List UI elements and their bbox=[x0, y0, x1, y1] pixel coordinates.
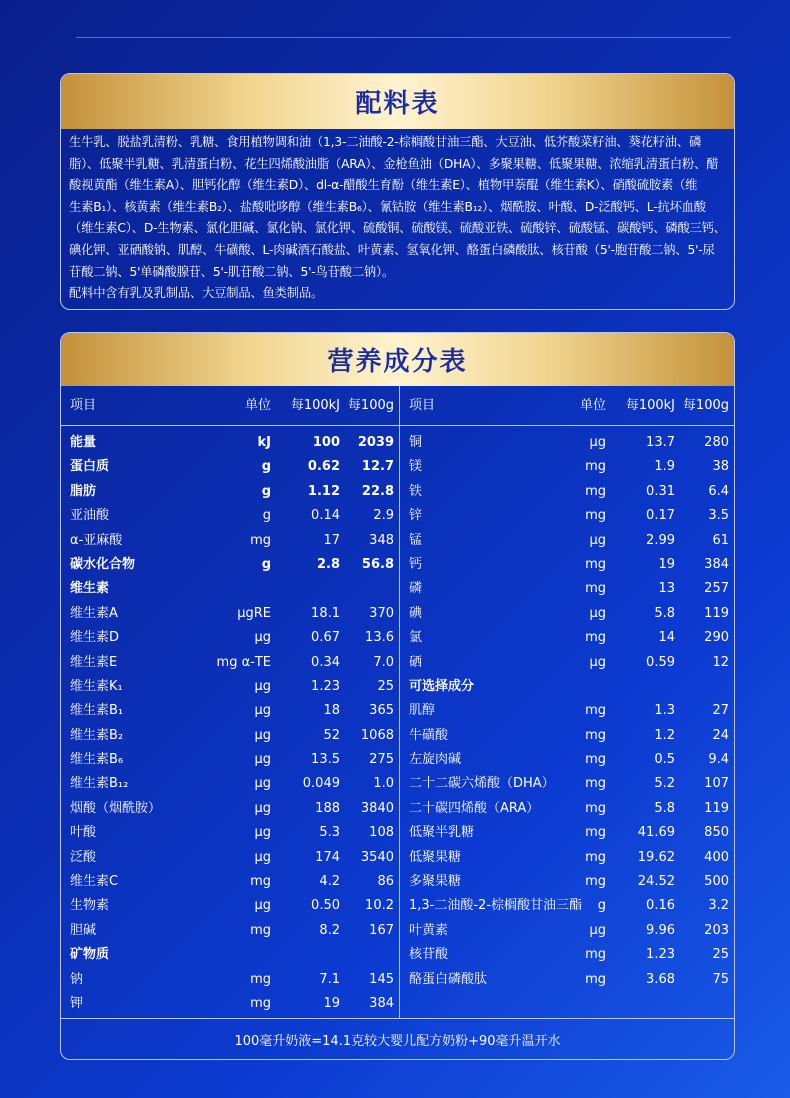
value-per-100g: 257 bbox=[704, 581, 729, 597]
value-per-100g: 25 bbox=[377, 678, 394, 694]
nutrient-unit: g bbox=[261, 459, 271, 475]
table-row bbox=[400, 919, 734, 943]
nutrient-name: 多聚果糖 bbox=[409, 874, 462, 890]
nutrient-name: 能量 bbox=[70, 435, 97, 450]
ingredient-line: 生素B₁）、核黄素（维生素B₂）、盐酸吡哆醇（维生素B₆）、氰钴胺（维生素B₁₂）、烟酰胺、叶酸、D-泛酸钙、L-抗坏血酸 bbox=[69, 199, 706, 214]
ingredient-line: 酸视黄酯（维生素A）、胆钙化醇（维生素D）、dl-α-醋酸生育酚（维生素E）、植物甲萘醌（维生素K）、硝酸硫胺素（维 bbox=[69, 178, 698, 193]
nutrient-unit: mg bbox=[585, 776, 606, 792]
table-row bbox=[61, 724, 399, 748]
table-row bbox=[61, 455, 399, 479]
ingredient-line: 生牛乳、脱盐乳清粉、乳糖、食用植物调和油（1,3-二油酸-2-棕榈酸甘油三酯、大豆油、低芥酸菜籽油、葵花籽油、磷 bbox=[69, 135, 702, 149]
value-per-100kj: 18.1 bbox=[311, 605, 340, 621]
table-row bbox=[400, 894, 734, 918]
nutrient-unit: mg bbox=[585, 800, 606, 816]
table-row bbox=[400, 699, 734, 723]
nutrient-name: α-亚麻酸 bbox=[70, 532, 123, 548]
value-per-100g: 203 bbox=[704, 922, 729, 938]
value-per-100g: 290 bbox=[704, 630, 729, 646]
nutrient-name: 脂肪 bbox=[70, 483, 97, 499]
nutrient-name: 泛酸 bbox=[70, 849, 97, 865]
value-per-100kj: 9.96 bbox=[646, 922, 675, 938]
value-per-100g: 6.4 bbox=[708, 483, 729, 499]
table-row bbox=[400, 529, 734, 553]
nutrient-unit: μg bbox=[589, 654, 606, 670]
value-per-100kj: 18 bbox=[323, 703, 340, 719]
nutrient-name: 钠 bbox=[70, 971, 84, 987]
value-per-100g: 25 bbox=[712, 947, 729, 963]
table-row bbox=[61, 943, 399, 967]
value-per-100g: 384 bbox=[369, 995, 394, 1011]
value-per-100g: 107 bbox=[704, 776, 729, 792]
value-per-100kj: 188 bbox=[315, 800, 340, 816]
table-row bbox=[61, 797, 399, 821]
value-per-100g: 86 bbox=[377, 874, 394, 890]
value-per-100g: 167 bbox=[369, 922, 394, 938]
nutrient-name: 二十二碳六烯酸（DHA） bbox=[409, 776, 555, 792]
value-per-100g: 400 bbox=[704, 849, 729, 865]
value-per-100kj: 19 bbox=[658, 556, 675, 572]
value-per-100kj: 19 bbox=[323, 995, 340, 1011]
nutrient-unit: mg bbox=[585, 752, 606, 768]
value-per-100g: 13.6 bbox=[365, 630, 394, 646]
nutrient-name: 钙 bbox=[409, 556, 423, 572]
table-header-row bbox=[400, 386, 734, 425]
value-per-100kj: 19.62 bbox=[637, 849, 675, 865]
nutrient-unit: μg bbox=[254, 630, 271, 646]
header-unit: 单位 bbox=[244, 398, 271, 413]
value-per-100kj: 7.1 bbox=[319, 971, 340, 987]
right-rows bbox=[400, 431, 734, 992]
value-per-100kj: 5.8 bbox=[654, 800, 675, 816]
nutrient-name: 氯 bbox=[409, 630, 423, 646]
table-header-row bbox=[61, 386, 399, 425]
value-per-100g: 275 bbox=[369, 752, 394, 768]
table-row bbox=[61, 675, 399, 699]
value-per-100kj: 0.17 bbox=[646, 508, 675, 524]
value-per-100kj: 13 bbox=[658, 581, 675, 597]
ingredients-panel bbox=[60, 73, 735, 310]
header-per-100kj: 每100kJ bbox=[290, 398, 340, 413]
header-item: 项目 bbox=[70, 398, 97, 413]
ingredient-line: 苷酸二钠、5'单磷酸腺苷、5'-肌苷酸二钠、5'-鸟苷酸二钠）。 bbox=[69, 264, 395, 279]
value-per-100g: 850 bbox=[704, 825, 729, 841]
value-per-100g: 12 bbox=[712, 654, 729, 670]
value-per-100kj: 1.23 bbox=[646, 947, 675, 963]
value-per-100g: 27 bbox=[712, 703, 729, 719]
value-per-100kj: 5.8 bbox=[654, 605, 675, 621]
nutrient-name: 碳水化合物 bbox=[70, 556, 136, 572]
nutrient-unit: μg bbox=[254, 678, 271, 694]
value-per-100kj: 0.5 bbox=[654, 752, 675, 768]
table-row bbox=[61, 772, 399, 796]
table-row bbox=[61, 504, 399, 528]
header-per-100kj: 每100kJ bbox=[625, 398, 675, 413]
table-row bbox=[400, 455, 734, 479]
nutrient-name: 维生素B₁ bbox=[70, 703, 124, 719]
table-row bbox=[61, 699, 399, 723]
value-per-100g: 9.4 bbox=[708, 752, 729, 768]
value-per-100g: 22.8 bbox=[361, 483, 394, 499]
table-row bbox=[400, 480, 734, 504]
nutrient-unit: g bbox=[261, 483, 271, 499]
table-row bbox=[400, 772, 734, 796]
nutrient-name: 铁 bbox=[409, 483, 423, 499]
table-row bbox=[61, 602, 399, 626]
value-per-100kj: 0.34 bbox=[311, 654, 340, 670]
value-per-100kj: 1.2 bbox=[654, 727, 675, 743]
value-per-100g: 7.0 bbox=[373, 654, 394, 670]
value-per-100kj: 1.3 bbox=[654, 703, 675, 719]
table-row bbox=[61, 894, 399, 918]
value-per-100kj: 0.049 bbox=[302, 776, 340, 792]
nutrient-name: 左旋肉碱 bbox=[409, 752, 462, 768]
table-row bbox=[400, 846, 734, 870]
nutrient-name: 亚油酸 bbox=[70, 508, 110, 524]
nutrient-unit: μg bbox=[589, 532, 606, 548]
value-per-100kj: 13.7 bbox=[646, 435, 675, 450]
value-per-100g: 2.9 bbox=[373, 508, 394, 524]
value-per-100g: 61 bbox=[712, 532, 729, 548]
table-row bbox=[61, 553, 399, 577]
value-per-100g: 365 bbox=[369, 703, 394, 719]
nutrient-name: 叶酸 bbox=[70, 825, 97, 841]
header-per-100g: 每100g bbox=[347, 398, 394, 413]
value-per-100kj: 24.52 bbox=[637, 874, 675, 890]
nutrient-name: 蛋白质 bbox=[70, 459, 110, 475]
nutrient-name: 低聚半乳糖 bbox=[409, 825, 475, 841]
ingredients-title: 配料表 bbox=[355, 89, 440, 119]
ingredients-header bbox=[61, 74, 734, 129]
nutrient-unit: μg bbox=[254, 898, 271, 914]
nutrient-name: 锌 bbox=[409, 508, 423, 524]
table-row bbox=[61, 968, 399, 992]
nutrient-unit: mg bbox=[250, 532, 271, 548]
nutrient-name: 维生素 bbox=[70, 581, 110, 597]
nutrition-left-half bbox=[61, 386, 399, 1018]
nutrient-name: 钾 bbox=[70, 995, 84, 1011]
nutrient-name: 生物素 bbox=[70, 898, 110, 914]
value-per-100g: 384 bbox=[704, 556, 729, 572]
nutrient-name: 维生素K₁ bbox=[70, 678, 123, 694]
table-row bbox=[400, 821, 734, 845]
table-row bbox=[61, 651, 399, 675]
table-row bbox=[400, 943, 734, 967]
table-row bbox=[61, 919, 399, 943]
value-per-100g: 348 bbox=[369, 532, 394, 548]
nutrient-name: 维生素A bbox=[70, 605, 118, 621]
nutrient-name: 镁 bbox=[409, 459, 423, 475]
nutrient-unit: kJ bbox=[257, 435, 271, 450]
value-per-100kj: 2.99 bbox=[646, 532, 675, 548]
table-row bbox=[61, 992, 399, 1016]
nutrient-unit: mg bbox=[585, 581, 606, 597]
left-rows bbox=[61, 431, 399, 1016]
table-row bbox=[61, 821, 399, 845]
value-per-100g: 3.2 bbox=[708, 898, 729, 914]
value-per-100kj: 8.2 bbox=[319, 922, 340, 938]
nutrient-unit: mg α-TE bbox=[216, 654, 271, 670]
nutrient-unit: μgRE bbox=[237, 605, 271, 621]
value-per-100g: 2039 bbox=[357, 435, 394, 450]
nutrient-name: 维生素B₂ bbox=[70, 727, 124, 743]
nutrient-name: 可选择成分 bbox=[409, 678, 475, 694]
nutrient-unit: μg bbox=[589, 922, 606, 938]
nutrient-unit: μg bbox=[254, 703, 271, 719]
nutrient-unit: μg bbox=[254, 825, 271, 841]
value-per-100kj: 0.31 bbox=[646, 483, 675, 499]
value-per-100g: 3.5 bbox=[708, 508, 729, 524]
nutrient-name: 低聚果糖 bbox=[409, 849, 462, 865]
ingredient-line: 碘化钾、亚硒酸钠、肌醇、牛磺酸、L-肉碱酒石酸盐、叶黄素、氢氧化钾、酪蛋白磷酸肽、核苷酸（5'-胞苷酸二钠、5'-尿 bbox=[69, 242, 715, 257]
nutrient-unit: mg bbox=[585, 630, 606, 646]
nutrition-panel bbox=[60, 332, 735, 1060]
value-per-100g: 56.8 bbox=[361, 556, 394, 572]
table-row bbox=[400, 797, 734, 821]
table-row bbox=[400, 431, 734, 455]
nutrient-unit: μg bbox=[254, 849, 271, 865]
header-per-100g: 每100g bbox=[682, 398, 729, 413]
value-per-100g: 1068 bbox=[360, 727, 394, 743]
table-row bbox=[400, 724, 734, 748]
value-per-100g: 280 bbox=[704, 435, 729, 450]
table-row bbox=[400, 577, 734, 601]
nutrient-name: 维生素D bbox=[70, 630, 120, 646]
nutrient-unit: mg bbox=[585, 947, 606, 963]
nutrition-title: 营养成分表 bbox=[327, 347, 468, 377]
nutrient-name: 铜 bbox=[409, 435, 423, 450]
nutrition-right-half bbox=[400, 386, 734, 1018]
nutrient-unit: mg bbox=[585, 508, 606, 524]
value-per-100g: 1.0 bbox=[373, 776, 394, 792]
nutrient-unit: mg bbox=[585, 483, 606, 499]
table-row bbox=[61, 431, 399, 455]
table-row bbox=[400, 968, 734, 992]
header-item: 项目 bbox=[409, 398, 436, 413]
value-per-100kj: 14 bbox=[658, 630, 675, 646]
table-row bbox=[400, 675, 734, 699]
table-row bbox=[400, 553, 734, 577]
table-row bbox=[61, 577, 399, 601]
nutrient-name: 维生素B₁₂ bbox=[70, 776, 129, 792]
value-per-100kj: 1.23 bbox=[311, 678, 340, 694]
nutrient-name: 矿物质 bbox=[70, 947, 110, 963]
nutrient-name: 叶黄素 bbox=[409, 922, 449, 938]
value-per-100kj: 17 bbox=[323, 532, 340, 548]
nutrient-unit: mg bbox=[250, 995, 271, 1011]
nutrient-unit: mg bbox=[585, 556, 606, 572]
value-per-100g: 12.7 bbox=[361, 459, 394, 475]
value-per-100kj: 100 bbox=[312, 435, 340, 450]
nutrient-unit: mg bbox=[585, 971, 606, 987]
table-row bbox=[400, 870, 734, 894]
nutrient-name: 维生素C bbox=[70, 874, 119, 890]
nutrient-unit: μg bbox=[254, 727, 271, 743]
value-per-100g: 24 bbox=[712, 727, 729, 743]
nutrient-name: 锰 bbox=[409, 532, 423, 548]
value-per-100kj: 41.69 bbox=[637, 825, 675, 841]
nutrient-name: 磷 bbox=[409, 581, 423, 597]
value-per-100kj: 0.14 bbox=[311, 508, 340, 524]
table-row bbox=[61, 480, 399, 504]
value-per-100kj: 1.12 bbox=[307, 483, 340, 499]
nutrient-name: 维生素B₆ bbox=[70, 752, 124, 768]
value-per-100kj: 3.68 bbox=[646, 971, 675, 987]
nutrient-unit: mg bbox=[585, 825, 606, 841]
value-per-100kj: 52 bbox=[323, 727, 340, 743]
nutrient-unit: mg bbox=[585, 727, 606, 743]
value-per-100kj: 13.5 bbox=[311, 752, 340, 768]
ingredient-line: （维生素C）、D-生物素、氯化胆碱、氯化钠、氯化钾、硫酸铜、硫酸镁、硫酸亚铁、硫酸锌、硫酸锰、碳酸钙、磷酸三钙、 bbox=[69, 221, 726, 236]
nutrient-unit: mg bbox=[250, 971, 271, 987]
value-per-100g: 500 bbox=[704, 874, 729, 890]
table-row bbox=[400, 504, 734, 528]
table-row bbox=[400, 626, 734, 650]
nutrient-name: 牛磺酸 bbox=[409, 727, 449, 743]
nutrient-unit: mg bbox=[585, 849, 606, 865]
table-row bbox=[61, 529, 399, 553]
nutrient-name: 二十碳四烯酸（ARA） bbox=[409, 800, 540, 816]
nutrient-unit: g bbox=[262, 508, 271, 524]
value-per-100g: 38 bbox=[712, 459, 729, 475]
value-per-100kj: 174 bbox=[315, 849, 340, 865]
nutrient-name: 1,3-二油酸-2-棕榈酸甘油三酯 bbox=[409, 898, 583, 914]
ingredient-line: 脂）、低聚半乳糖、乳清蛋白粉、花生四烯酸油脂（ARA）、金枪鱼油（DHA）、多聚果糖、低聚果糖、浓缩乳清蛋白粉、醋 bbox=[69, 156, 719, 171]
value-per-100kj: 2.8 bbox=[316, 556, 340, 572]
nutrient-unit: μg bbox=[589, 435, 606, 450]
nutrition-table bbox=[61, 386, 734, 1019]
nutrient-name: 烟酸（烟酰胺） bbox=[70, 800, 162, 816]
nutrient-unit: mg bbox=[585, 874, 606, 890]
top-divider-line bbox=[76, 37, 731, 38]
nutrient-name: 维生素E bbox=[70, 654, 118, 670]
value-per-100kj: 0.16 bbox=[646, 898, 675, 914]
value-per-100g: 119 bbox=[704, 800, 729, 816]
nutrient-unit: μg bbox=[589, 605, 606, 621]
nutrient-unit: μg bbox=[254, 752, 271, 768]
value-per-100kj: 5.2 bbox=[654, 776, 675, 792]
nutrient-unit: mg bbox=[585, 459, 606, 475]
nutrient-unit: mg bbox=[585, 703, 606, 719]
value-per-100kj: 0.67 bbox=[311, 630, 340, 646]
table-row bbox=[61, 846, 399, 870]
nutrient-unit: μg bbox=[254, 800, 271, 816]
nutrient-name: 酪蛋白磷酸肽 bbox=[409, 971, 488, 987]
nutrient-name: 硒 bbox=[409, 654, 423, 670]
table-row bbox=[400, 602, 734, 626]
value-per-100kj: 0.62 bbox=[307, 459, 340, 475]
preparation-note: 100毫升奶液=14.1克较大婴儿配方奶粉+90毫升温开水 bbox=[234, 1033, 561, 1049]
table-row bbox=[61, 748, 399, 772]
ingredients-text bbox=[61, 129, 734, 305]
value-per-100g: 10.2 bbox=[365, 898, 394, 914]
value-per-100g: 75 bbox=[712, 971, 729, 987]
table-row bbox=[400, 748, 734, 772]
value-per-100kj: 5.3 bbox=[319, 825, 340, 841]
ingredient-line: 配料中含有乳及乳制品、大豆制品、鱼类制品。 bbox=[69, 286, 324, 301]
header-unit: 单位 bbox=[579, 398, 606, 413]
nutrient-name: 肌醇 bbox=[409, 703, 436, 719]
nutrient-unit: g bbox=[597, 898, 606, 914]
value-per-100g: 3840 bbox=[360, 800, 394, 816]
value-per-100g: 119 bbox=[704, 605, 729, 621]
value-per-100kj: 4.2 bbox=[319, 874, 340, 890]
table-row bbox=[61, 870, 399, 894]
table-row bbox=[400, 651, 734, 675]
nutrient-name: 胆碱 bbox=[70, 922, 97, 938]
value-per-100kj: 1.9 bbox=[654, 459, 675, 475]
nutrient-unit: μg bbox=[254, 776, 271, 792]
value-per-100g: 3540 bbox=[360, 849, 394, 865]
nutrient-unit: mg bbox=[250, 874, 271, 890]
nutrient-unit: g bbox=[261, 556, 271, 572]
value-per-100g: 108 bbox=[369, 825, 394, 841]
value-per-100g: 145 bbox=[369, 971, 394, 987]
nutrient-name: 核苷酸 bbox=[409, 947, 449, 963]
nutrition-header bbox=[61, 333, 734, 386]
value-per-100kj: 0.50 bbox=[311, 898, 340, 914]
value-per-100kj: 0.59 bbox=[646, 654, 675, 670]
value-per-100g: 370 bbox=[369, 605, 394, 621]
table-row bbox=[61, 626, 399, 650]
nutrient-name: 碘 bbox=[409, 605, 423, 621]
nutrient-unit: mg bbox=[250, 922, 271, 938]
